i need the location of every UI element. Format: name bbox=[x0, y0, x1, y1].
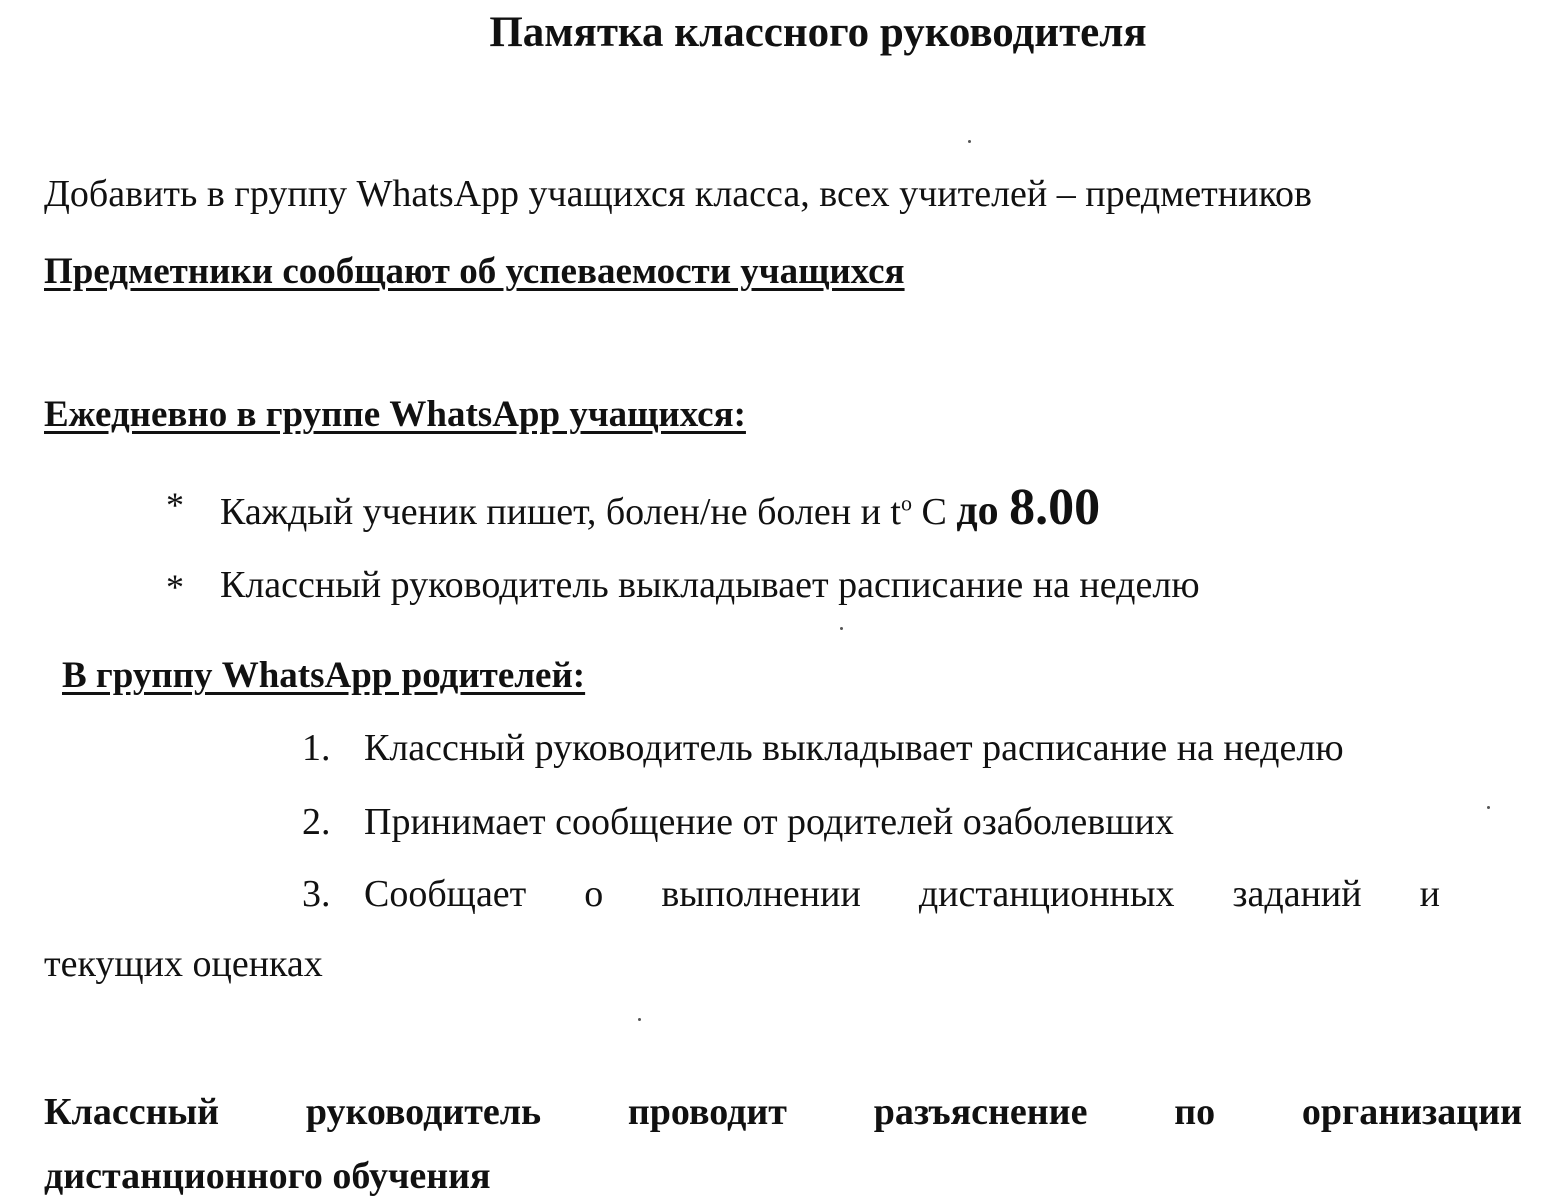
scan-speck bbox=[638, 1018, 641, 1021]
heading-subjects: Предметники сообщают об успеваемости учащихся bbox=[44, 251, 905, 292]
word: и bbox=[1419, 873, 1440, 915]
word: Классный bbox=[44, 1091, 220, 1133]
list-number-1: 1. bbox=[302, 727, 331, 769]
daily-item-1-text: Каждый ученик пишет, болен/не болен и t bbox=[220, 491, 901, 533]
word: разъяснение bbox=[873, 1091, 1088, 1133]
bullet-marker: * bbox=[166, 485, 184, 525]
heading-parents: В группу WhatsApp родителей: bbox=[62, 655, 586, 696]
parents-item-2: Принимает сообщение от родителей озаболевших bbox=[364, 801, 1174, 843]
parents-item-3 bbox=[364, 872, 1440, 916]
final-paragraph-line-1 bbox=[44, 1090, 1522, 1134]
deadline-word: до bbox=[956, 488, 1010, 534]
word: по bbox=[1174, 1091, 1216, 1133]
page-title: Памятка классного руководителя bbox=[489, 9, 1147, 56]
word: дистанционных bbox=[918, 873, 1175, 915]
word: о bbox=[584, 873, 604, 915]
word: руководитель bbox=[305, 1091, 542, 1133]
intro-text: Добавить в группу WhatsApp учащихся класса, всех учителей – предметников bbox=[44, 173, 1312, 215]
daily-item-1 bbox=[220, 478, 1100, 537]
list-number-2: 2. bbox=[302, 801, 331, 843]
deadline-time: 8.00 bbox=[1009, 479, 1101, 536]
scan-speck bbox=[1487, 806, 1490, 809]
final-paragraph-line-2: дистанционного обучения bbox=[44, 1155, 491, 1197]
daily-item-2: Классный руководитель выкладывает расписание на неделю bbox=[220, 564, 1200, 606]
degree-mark: о bbox=[900, 490, 912, 516]
bullet-marker: * bbox=[166, 567, 184, 607]
heading-daily: Ежедневно в группе WhatsApp учащихся: bbox=[44, 394, 746, 435]
word: выполнении bbox=[661, 873, 861, 915]
scan-speck bbox=[968, 140, 971, 143]
list-number-3: 3. bbox=[302, 873, 331, 915]
word: Сообщает bbox=[364, 873, 527, 915]
parents-item-3-continuation: текущих оценках bbox=[44, 943, 323, 985]
word: проводит bbox=[627, 1091, 787, 1133]
word: заданий bbox=[1232, 873, 1362, 915]
scan-speck bbox=[840, 627, 843, 630]
unit-label: С bbox=[911, 491, 957, 533]
word: организации bbox=[1301, 1091, 1522, 1133]
parents-item-1: Классный руководитель выкладывает расписание на неделю bbox=[364, 727, 1344, 769]
